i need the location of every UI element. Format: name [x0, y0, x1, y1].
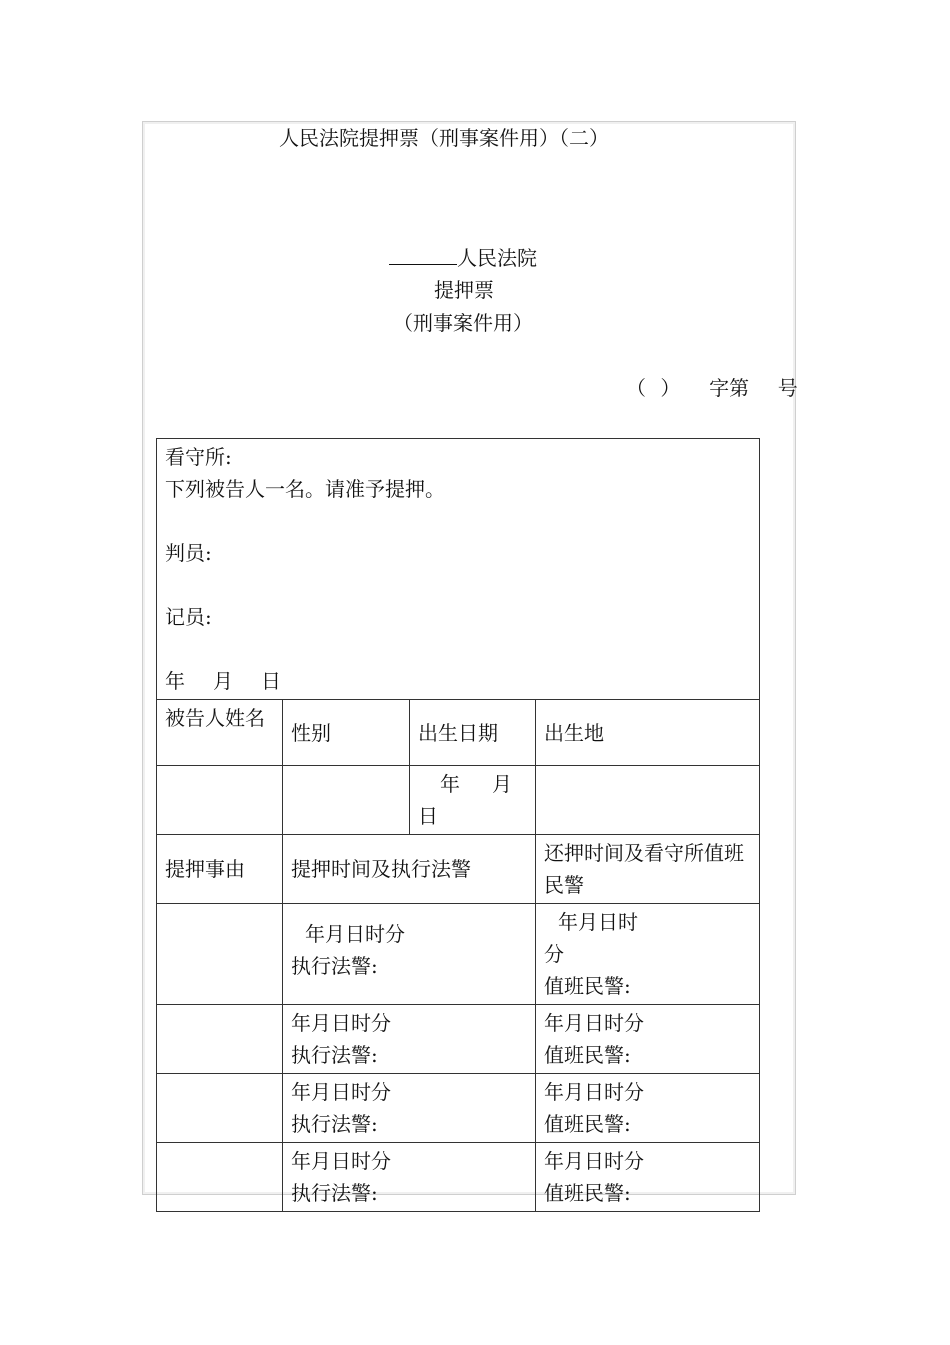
- form-title: 提押票: [434, 278, 494, 302]
- header-reason: 提押事由: [157, 835, 283, 904]
- header-birth-date: 出生日期: [410, 700, 536, 766]
- case-number: （ ） 字第 号: [626, 376, 798, 400]
- header-gender: 性别: [283, 700, 410, 766]
- log-row-1-return[interactable]: 年月日时 分 值班民警:: [536, 904, 760, 1005]
- cell-gender[interactable]: [283, 766, 410, 835]
- issue-date-year: 年: [165, 669, 185, 693]
- clerk-label: 记员:: [165, 605, 212, 629]
- request-block: [157, 439, 760, 700]
- form-subtitle: （刑事案件用）: [393, 311, 533, 335]
- request-text: 下列被告人一名。请准予提押。: [165, 477, 445, 501]
- log-row-3-return[interactable]: 年月日时分 值班民警:: [536, 1074, 760, 1143]
- log-row-2-reason[interactable]: [157, 1005, 283, 1074]
- duty-label: 值班民警:: [544, 974, 631, 998]
- issue-date: [165, 665, 751, 697]
- log-row-4-escort[interactable]: 年月日时分 执行法警:: [283, 1143, 536, 1212]
- judge-label: 判员:: [165, 541, 212, 565]
- header-return-time: 还押时间及看守所值班民警: [536, 835, 760, 904]
- log-row-3-reason[interactable]: [157, 1074, 283, 1143]
- birth-month: 月: [492, 772, 512, 796]
- addressee: 看守所:: [165, 445, 232, 469]
- birth-day: 日: [418, 804, 438, 828]
- issue-date-month: 月: [213, 669, 233, 693]
- birth-year: 年: [440, 772, 460, 796]
- log-row-1-escort[interactable]: 年月日时分 执行法警:: [283, 904, 536, 1005]
- issue-date-day: 日: [261, 669, 281, 693]
- header-escort-time: 提押时间及执行法警: [283, 835, 536, 904]
- court-suffix: 人民法院: [457, 246, 537, 270]
- log-row-2-escort[interactable]: 年月日时分 执行法警:: [283, 1005, 536, 1074]
- court-name-blank[interactable]: [389, 246, 457, 265]
- cell-birthplace[interactable]: [536, 766, 760, 835]
- cell-name[interactable]: [157, 766, 283, 835]
- header-birthplace: 出生地: [536, 700, 760, 766]
- court-name-line: [389, 246, 537, 270]
- escort-label: 执行法警:: [291, 954, 378, 978]
- log-row-3-escort[interactable]: 年月日时分 执行法警:: [283, 1074, 536, 1143]
- log-row-4-return[interactable]: 年月日时分 值班民警:: [536, 1143, 760, 1212]
- cell-birth-date[interactable]: [410, 766, 536, 835]
- header-title: 人民法院提押票（刑事案件用）（二）: [279, 126, 609, 150]
- log-row-1-reason[interactable]: [157, 904, 283, 1005]
- escort-form-table: [156, 438, 760, 1212]
- header-name: 被告人姓名: [157, 700, 283, 766]
- log-row-4-reason[interactable]: [157, 1143, 283, 1212]
- log-row-2-return[interactable]: 年月日时分 值班民警:: [536, 1005, 760, 1074]
